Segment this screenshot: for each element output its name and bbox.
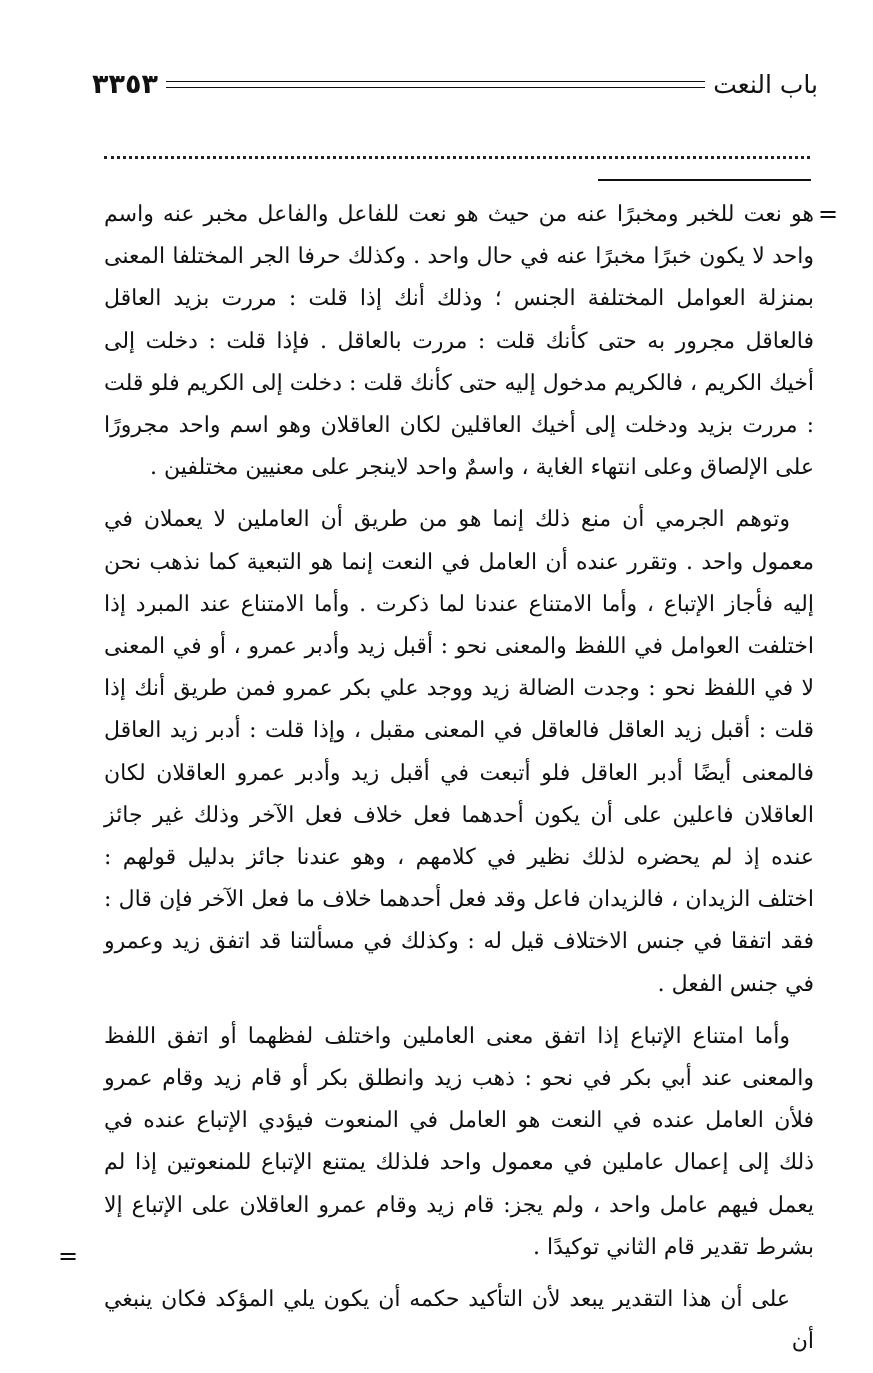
header-double-rule (166, 81, 705, 88)
paragraph-3: وأما امتناع الإتباع إذا اتفق معنى العاملين واختلف لفظهما أو اتفق اللفظ والمعنى عند أبي بكر في نحو : ذهب زيد وانطلق بكر أو قام زيد وقام عمرو فلأن العامل عنده في النعت هو العامل في المنعوت فيؤدي الإتباع عنده في ذلك إلى إعمال عاملين في معمول واحد فلذلك يمتنع الإتباع للمنعوتين إذا لم يعمل فيهم عامل واحد ، ولم يجز: قام زيد وقام عمرو العاقلان على الإتباع إلا بشرط تقدير قام الثاني توكيدًا . (104, 1023, 814, 1260)
page-number: ٣٣٥٣ (92, 68, 158, 100)
paragraph-4: على أن هذا التقدير يبعد لأن التأكيد حكمه أن يكون يلي المؤكد فكان ينبغي أن (104, 1287, 814, 1355)
dotted-separator (104, 150, 810, 159)
chapter-title: باب النعت (713, 69, 818, 99)
paragraph-2: وتوهم الجرمي أن منع ذلك إنما هو من طريق أن العاملين لا يعملان في معمول واحد . وتقرر عنده أن العامل في النعت إنما هو التبعية كما نذهب نحن إليه فأجاز الإتباع ، وأما الامتناع عندنا لما ذكرت . وأما الامتناع عند المبرد إذا اختلفت العوامل في اللفظ والمعنى نحو : أقبل زيد وأدبر عمرو ، أو في المعنى لا في اللفظ نحو : وجدت الضالة زيد ووجد علي بكر عمرو فمن طريق أنك إذا قلت : أقبل زيد العاقل فالعاقل في المعنى مقبل ، وإذا قلت : أدبر زيد العاقل فالمعنى أيضًا أدبر العاقل فلو أتبعت في أقبل زيد وأدبر عمرو العاقلان لكان العاقلان فاعلين على أن يكون أحدهما فعل خلاف فعل الآخر وذلك غير جائز عنده إذ لم يحضره لذلك نظير في كلامهم ، وهو عندنا جائز بدليل قولهم : اختلف الزيدان ، فالزيدان فاعل وقد فعل أحدهما خلاف ما فعل الآخر فإن قال : فقد اتفقا في جنس الاختلاف قيل له : وكذلك في مسألتنا قد اتفق زيد وعمرو في جنس الفعل . (104, 507, 814, 997)
continuation-mark-end: = (58, 1242, 79, 1270)
running-header (92, 64, 818, 104)
footnote-separator-rule (598, 179, 811, 181)
paragraph-1: هو نعت للخبر ومخبرًا عنه من حيث هو نعت للفاعل والفاعل مخبر عنه واسم واحد لا يكون خبرًا مخبرًا عنه في حال واحد . وكذلك حرفا الجر المختلفا المعنى بمنزلة العوامل المختلفة الجنس ؛ وذلك أنك إذا قلت : مررت بزيد العاقل فالعاقل مجرور به حتى كأنك قلت : مررت بالعاقل . فإذا قلت : دخلت إلى أخيك الكريم ، فالكريم مدخول إليه حتى كأنك قلت : دخلت إلى الكريم فلو قلت : مررت بزيد ودخلت إلى أخيك العاقلين لكان العاقلان وهو اسم واحد مجرورًا على الإلصاق وعلى انتهاء الغاية ، واسمٌ واحد لاينجر على معنيين مختلفين . (104, 202, 814, 481)
footnote-body (104, 194, 814, 1373)
continuation-mark-start: = (818, 200, 839, 228)
